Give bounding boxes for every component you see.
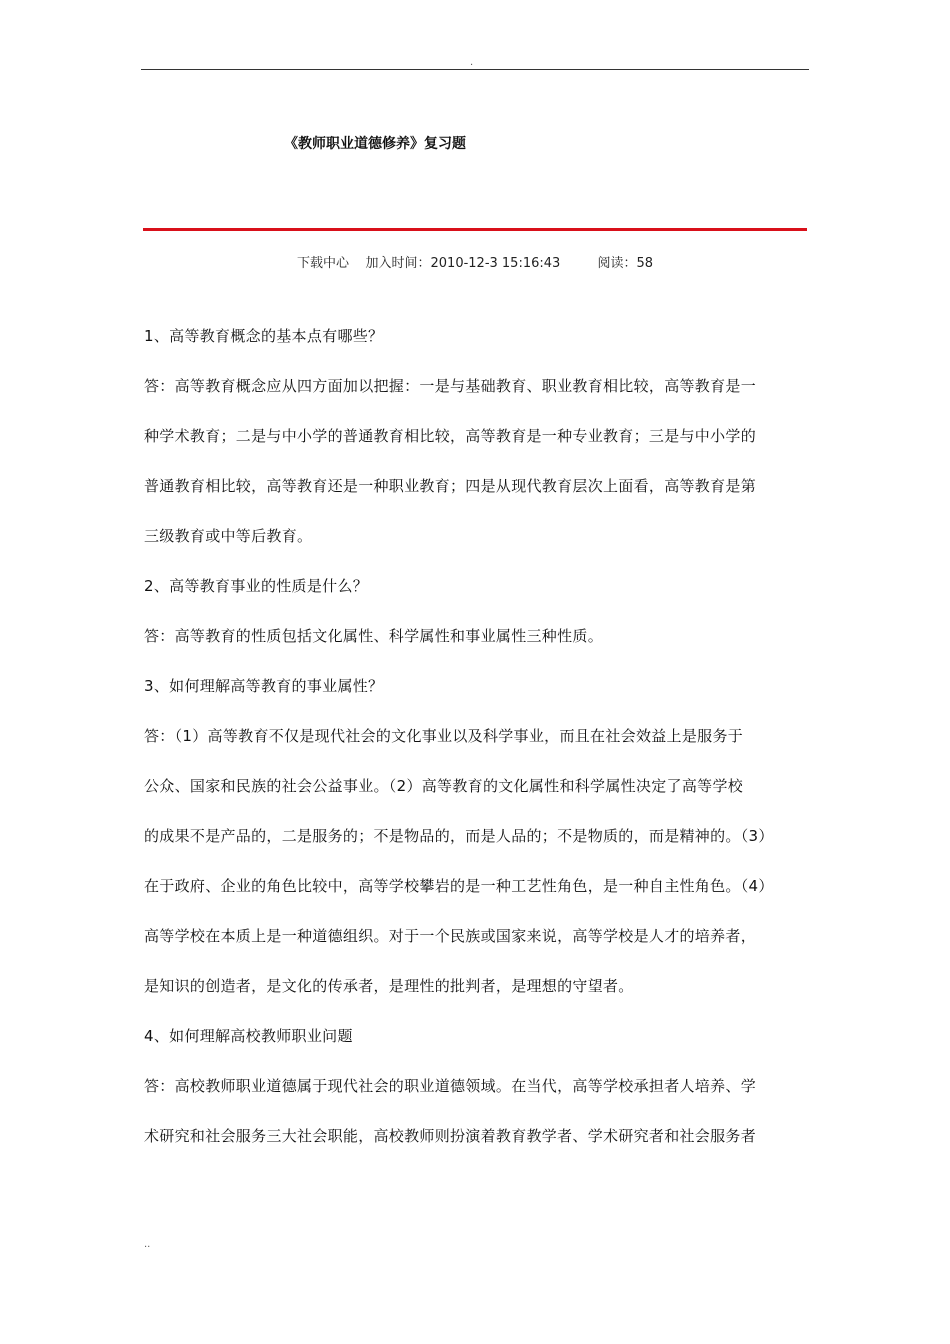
header-dot: .: [470, 57, 474, 68]
footer-dots: ..: [144, 1239, 151, 1250]
question-1: 1、高等教育概念的基本点有哪些？: [144, 327, 384, 345]
header-rule: [141, 69, 809, 70]
answer-line: 种学术教育；二是与中小学的普通教育相比较，高等教育是一种专业教育；三是与中小学的: [144, 427, 757, 445]
answer-line: 普通教育相比较，高等教育还是一种职业教育；四是从现代教育层次上面看，高等教育是第: [144, 477, 757, 495]
question-2: 2、高等教育事业的性质是什么？: [144, 577, 369, 595]
document-body: [144, 320, 816, 1170]
answer-line: 高等学校在本质上是一种道德组织。对于一个民族或国家来说，高等学校是人才的培养者，: [144, 927, 757, 945]
title-divider: [143, 228, 807, 231]
answer-line: 公众、国家和民族的社会公益事业。（2）高等教育的文化属性和科学属性决定了高等学校: [144, 777, 744, 795]
answer-line: 的成果不是产品的，二是服务的；不是物品的，而是人品的；不是物质的，而是精神的。（3）: [144, 827, 774, 845]
answer-line: 在于政府、企业的角色比较中，高等学校攀岩的是一种工艺性角色，是一种自主性角色。（4）: [144, 877, 774, 895]
document-title: 《教师职业道德修养》复习题: [284, 136, 466, 152]
answer-line: 三级教育或中等后教育。: [144, 527, 313, 545]
answer-line: 答：高校教师职业道德属于现代社会的职业道德领域。在当代，高等学校承担者人培养、学: [144, 1077, 757, 1095]
answer-line: 是知识的创造者，是文化的传承者，是理性的批判者，是理想的守望者。: [144, 977, 634, 995]
question-3: 3、如何理解高等教育的事业属性？: [144, 677, 384, 695]
meta-reads-label: 阅读：: [597, 256, 637, 271]
meta-reads-count: 58: [636, 256, 654, 271]
answer-line: 术研究和社会服务三大社会职能，高校教师则扮演着教育教学者、学术研究者和社会服务者: [144, 1127, 757, 1145]
meta-source: 下载中心: [296, 256, 349, 271]
article-meta: [0, 255, 950, 273]
answer-line: 答：高等教育的性质包括文化属性、科学属性和事业属性三种性质。: [144, 627, 604, 645]
answer-line: 答：（1）高等教育不仅是现代社会的文化事业以及科学事业，而且在社会效益上是服务于: [144, 727, 744, 745]
answer-line: 答：高等教育概念应从四方面加以把握：一是与基础教育、职业教育相比较，高等教育是一: [144, 377, 757, 395]
meta-added-label: 加入时间：: [365, 256, 431, 271]
meta-added-time: 2010-12-3 15:16:43: [430, 256, 561, 271]
question-4: 4、如何理解高校教师职业问题: [144, 1027, 353, 1045]
